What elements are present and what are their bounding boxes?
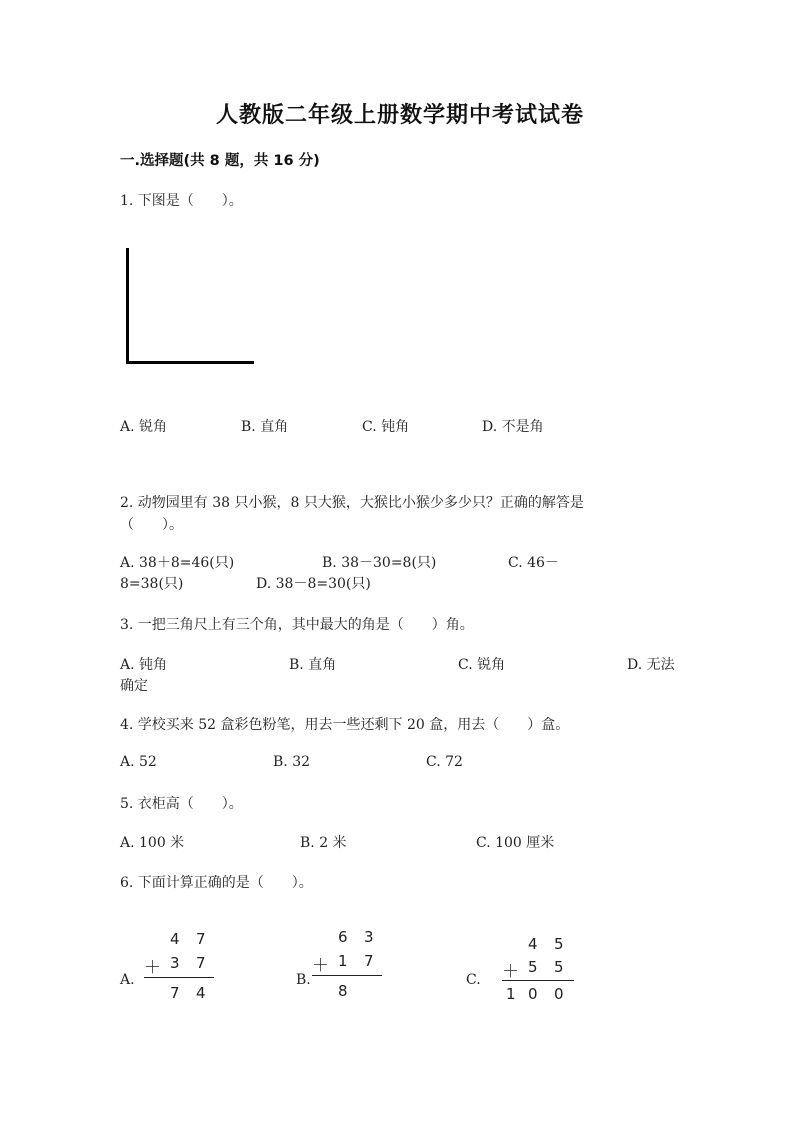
q6-calc-b [310,928,390,1003]
question-2-stem-line2: （ ）。 [120,517,183,533]
q3-option-a[interactable]: A. 钝角 [120,657,168,673]
q4-option-b[interactable]: B. 32 [273,754,311,770]
q1-option-b[interactable]: B. 直角 [241,419,289,435]
q1-option-c[interactable]: C. 钝角 [362,419,410,435]
calc-c-bottom-tens: 5 [528,958,538,976]
q3-option-d-cont[interactable]: 确定 [120,678,148,694]
q2-option-d[interactable]: D. 38－8=30(只) [256,576,371,592]
calc-c-plus: ＋ [502,962,519,982]
q3-option-c[interactable]: C. 锐角 [458,657,506,673]
q3-option-d[interactable]: D. 无法 [627,657,675,673]
calc-b-rule [312,975,382,976]
q1-option-d[interactable]: D. 不是角 [482,419,544,435]
calc-c-result-hundreds: 1 [506,985,516,1003]
q4-option-a[interactable]: A. 52 [120,754,157,770]
calc-b-bottom-tens: 1 [338,952,348,970]
calc-a-result-ones: 4 [196,984,206,1002]
calc-a-top-tens: 4 [170,930,180,948]
calc-a-rule [144,977,214,978]
question-5-stem: 5. 衣柜高（ ）。 [120,796,243,812]
calc-b-result: 8 [338,982,348,1000]
q6-calc-a [140,930,220,1005]
calc-c-result-tens: 0 [528,985,538,1003]
section-heading: 一.选择题(共 8 题，共 16 分) [120,153,320,169]
question-4-stem: 4. 学校买来 52 盒彩色粉笔，用去一些还剩下 20 盒，用去（ ）盒。 [120,717,570,733]
calc-c-top-tens: 4 [528,935,538,953]
q4-option-c[interactable]: C. 72 [426,754,463,770]
calc-b-top-tens: 6 [338,928,348,946]
question-3-stem: 3. 一把三角尺上有三个角，其中最大的角是（ ）角。 [120,617,474,633]
q1-option-a[interactable]: A. 锐角 [120,419,168,435]
q2-option-c[interactable]: C. 46－ [508,555,559,571]
q2-option-a[interactable]: A. 38＋8=46(只) [120,555,235,571]
exam-title: 人教版二年级上册数学期中考试试卷 [215,103,584,128]
q2-option-c-cont[interactable]: 8=38(只) [120,576,184,592]
q5-option-a[interactable]: A. 100 米 [120,835,185,851]
question-2-stem-line1: 2. 动物园里有 38 只小猴，8 只大猴，大猴比小猴少多少只？正确的解答是 [120,495,584,511]
calc-c-result-ones: 0 [554,985,564,1003]
q5-option-c[interactable]: C. 100 厘米 [476,835,555,851]
calc-b-plus: ＋ [312,956,329,976]
q6-calc-c [502,935,582,1010]
calc-c-top-ones: 5 [554,935,564,953]
q5-option-b[interactable]: B. 2 米 [300,835,347,851]
calc-a-top-ones: 7 [196,930,206,948]
q6-option-c[interactable]: C. [466,972,481,988]
calc-c-rule [502,980,574,981]
calc-b-top-ones: 3 [364,928,374,946]
calc-a-bottom-ones: 7 [196,954,206,972]
calc-a-result-tens: 7 [170,984,180,1002]
q6-option-b[interactable]: B. [296,972,311,988]
q6-option-a[interactable]: A. [120,972,135,988]
calc-a-plus: ＋ [144,958,161,978]
q3-option-b[interactable]: B. 直角 [289,657,337,673]
calc-b-bottom-ones: 7 [364,952,374,970]
angle-figure [126,248,254,364]
q2-option-b[interactable]: B. 38－30=8(只) [322,555,437,571]
calc-c-bottom-ones: 5 [554,958,564,976]
question-1-stem: 1. 下图是（ ）。 [120,193,243,209]
question-6-stem: 6. 下面计算正确的是（ ）。 [120,875,313,891]
calc-a-bottom-tens: 3 [170,954,180,972]
